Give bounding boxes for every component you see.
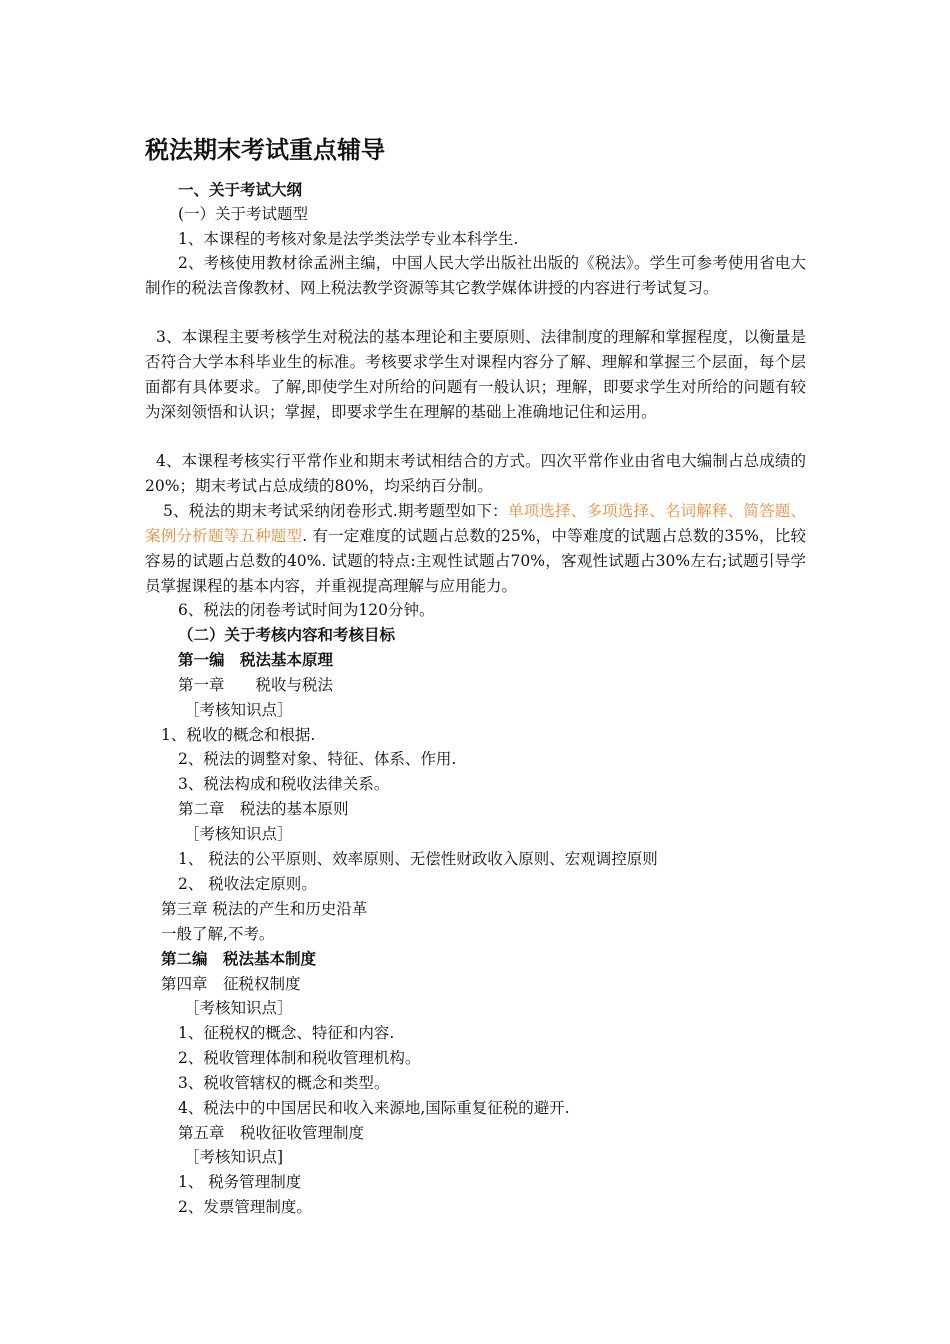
list-item: 2、税法的调整对象、特征、体系、作用. [178, 750, 457, 768]
document-title: 税法期末考试重点辅导 [145, 136, 385, 164]
paragraph-5 [145, 499, 806, 599]
subsection-exam-types: (一）关于考试题型 [178, 205, 309, 223]
paragraph-1: 1、本课程的考核对象是法学类法学专业本科学生. [178, 230, 519, 248]
knowledge-points-label: ［考核知识点］ [184, 825, 293, 843]
chapter-4-heading: 第四章 征税权制度 [161, 975, 301, 993]
paragraph-5-intro: 5、税法的期末考试采纳闭卷形式.期考题型如下： [163, 502, 508, 520]
list-item: 4、税法中的中国居民和收入来源地,国际重复征税的避开. [178, 1099, 570, 1117]
chapter-2-heading: 第二章 税法的基本原则 [178, 800, 349, 818]
chapter-3-note: 一般了解,不考。 [161, 925, 275, 943]
list-item: 2、发票管理制度。 [178, 1198, 312, 1216]
list-item: 1、征税权的概念、特征和内容. [178, 1024, 395, 1042]
knowledge-points-label: ［考核知识点］ [184, 701, 293, 719]
section-heading-exam-content: （二）关于考核内容和考核目标 [178, 626, 396, 644]
paragraph-6: 6、税法的闭卷考试时间为120分钟。 [178, 601, 435, 619]
list-item: 2、税收管理体制和税收管理机构。 [178, 1049, 421, 1067]
highlighted-question-types: 单项选择、多项选择、名词解释、简答题、案例分析题等五种题型 [145, 502, 806, 545]
chapter-1-heading: 第一章 税收与税法 [178, 676, 334, 694]
knowledge-points-label: ［考核知识点］ [184, 999, 293, 1017]
list-item: 3、税收管辖权的概念和类型。 [178, 1074, 390, 1092]
chapter-3-heading: 第三章 税法的产生和历史沿革 [161, 900, 368, 918]
paragraph-3: 3、本课程主要考核学生对税法的基本理论和主要原则、法律制度的理解和掌握程度，以衡量是否符合大学本科毕业生的标准。考核要求学生对课程内容分了解、理解和掌握三个层面，每个层面都有具体要求。了解,即使学生对所给的问题有一般认识；理解，即要求学生对所给的问题有较为深刻领悟和认识；掌握，即要求学生在理解的基础上准确地记住和运用。 [145, 328, 806, 421]
paragraph-2: 2、考核使用教材徐孟洲主编，中国人民大学出版社出版的《税法》。学生可参考使用省电大制作的税法音像教材、网上税法教学资源等其它教学媒体讲授的内容进行考试复习。 [145, 254, 806, 297]
list-item: 1、 税法的公平原则、效率原则、无偿性财政收入原则、宏观调控原则 [178, 850, 658, 868]
list-item: 3、税法构成和税收法律关系。 [178, 775, 390, 793]
part-2-heading: 第二编 税法基本制度 [161, 950, 317, 968]
paragraph-4: 4、本课程考核实行平常作业和期末考试相结合的方式。四次平常作业由省电大编制占总成绩的20%；期末考试占总成绩的80%，均采纳百分制。 [145, 452, 806, 495]
list-item: 2、 税收法定原则。 [178, 875, 317, 893]
knowledge-points-label: ［考核知识点] [184, 1148, 284, 1166]
list-item: 1、 税务管理制度 [178, 1173, 302, 1191]
list-item: 1、税收的概念和根据. [161, 726, 316, 744]
chapter-5-heading: 第五章 税收征收管理制度 [178, 1124, 365, 1142]
section-heading-exam-outline: 一、关于考试大纲 [178, 181, 303, 199]
part-1-heading: 第一编 税法基本原理 [178, 651, 334, 669]
paragraph-5-rest: . 有一定难度的试题占总数的25%，中等难度的试题占总数的35%，比较容易的试题占总数的40%. 试题的特点:主观性试题占70%，客观性试题占30%左右;试题引导学员掌握课程的基本内容，并重视提高理解与应用能力。 [145, 527, 806, 595]
